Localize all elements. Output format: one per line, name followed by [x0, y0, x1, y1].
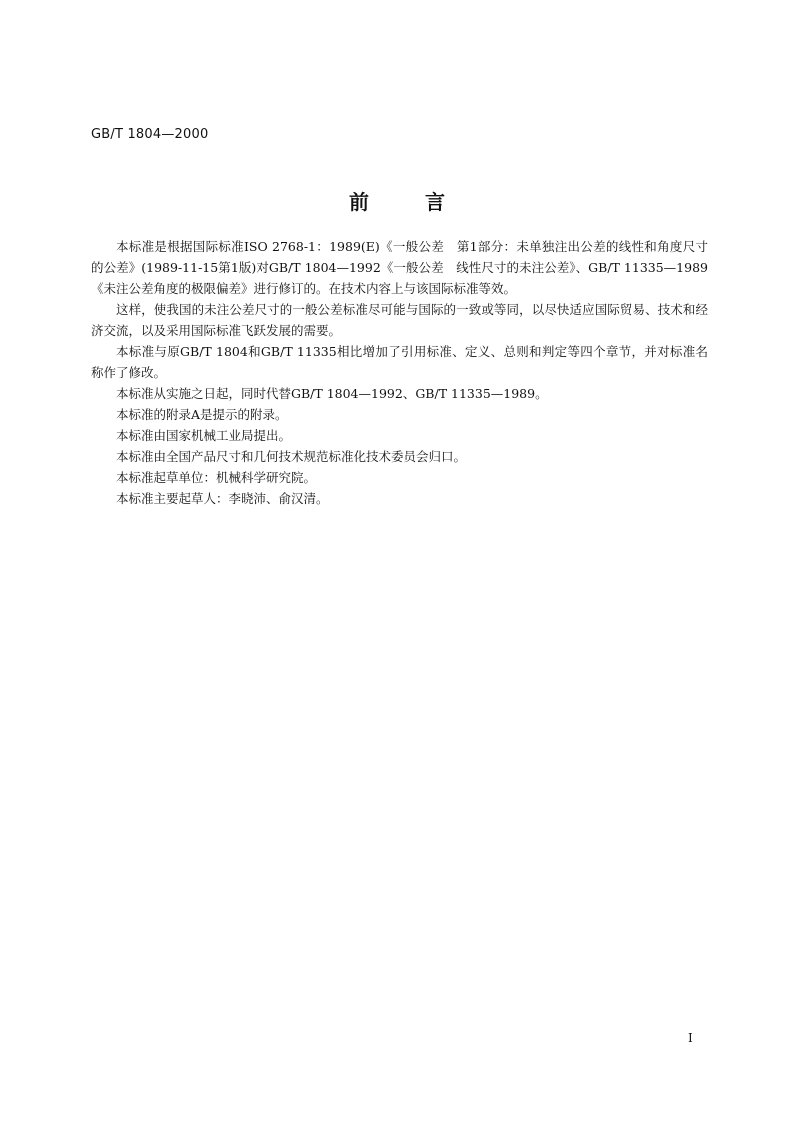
paragraph: 本标准主要起草人：李晓沛、俞汉清。: [116, 491, 329, 506]
page-number: I: [688, 1031, 693, 1045]
paragraph: 本标准是根据国际标准ISO 2768-1：1989(E)《一般公差 第1部分：未单独注出公差的线性和角度尺寸的公差》(1989-11-15第1版)对GB/T 1804—1992《一般公差 线性尺寸的未注公差》、GB/T 11335—1989《未注公差角度的极限偏差》进行修订的。在技术内容上与该国际标准等效。: [91, 239, 708, 296]
standard-code: GB/T 1804—2000: [91, 127, 209, 142]
page-title: 前言: [349, 190, 501, 214]
paragraph: 本标准由全国产品尺寸和几何技术规范标准化技术委员会归口。: [116, 449, 467, 464]
paragraph: 本标准的附录A是提示的附录。: [116, 407, 288, 422]
paragraph: 这样，使我国的未注公差尺寸的一般公差标准尽可能与国际的一致或等同，以尽快适应国际贸易、技术和经济交流，以及采用国际标准飞跃发展的需要。: [91, 302, 708, 338]
foreword-body: [91, 236, 708, 509]
paragraph: 本标准与原GB/T 1804和GB/T 11335相比增加了引用标准、定义、总则和判定等四个章节，并对标准名称作了修改。: [91, 344, 708, 380]
paragraph: 本标准从实施之日起，同时代替GB/T 1804—1992、GB/T 11335—1989。: [116, 386, 548, 401]
paragraph: 本标准由国家机械工业局提出。: [116, 428, 292, 443]
paragraph: 本标准起草单位：机械科学研究院。: [116, 470, 317, 485]
